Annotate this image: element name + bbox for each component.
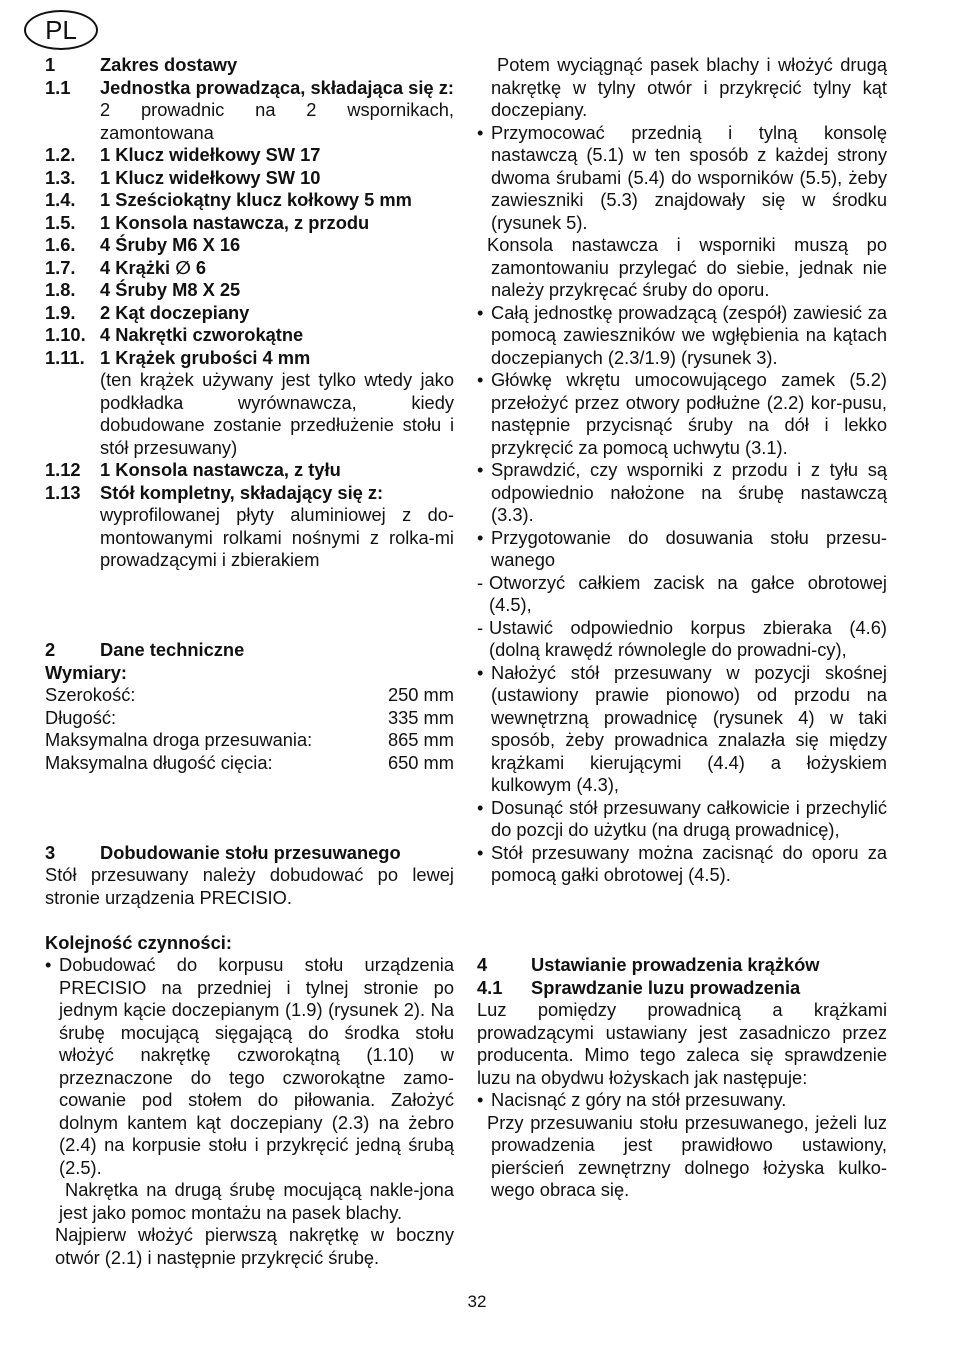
item-number: 1.6. <box>45 234 76 255</box>
section-title: Dobudowanie stołu przesuwanego <box>100 841 401 863</box>
section-4-heading <box>477 954 887 977</box>
section-4-1-heading <box>477 977 887 1000</box>
section-title: Ustawianie prowadzenia krążków <box>531 954 820 975</box>
bullet-item <box>477 302 887 370</box>
bullet-item <box>477 662 887 797</box>
dimension-row <box>45 684 454 707</box>
bullet-dot: • <box>477 1089 484 1110</box>
item-number: 1.9. <box>45 301 76 323</box>
section-number: 4 <box>477 954 488 975</box>
item-text: 1 Klucz widełkowy SW 10 <box>100 166 321 188</box>
item-1-11 <box>45 347 454 370</box>
dash-mark: - <box>477 571 484 593</box>
item-rest: 2 prowadnic na 2 wspornikach, zamontowana <box>100 99 454 143</box>
dimension-value: 250 mm <box>387 684 454 705</box>
bullet-dot: • <box>477 841 484 863</box>
bullet-item <box>477 842 887 887</box>
bullet-item <box>477 797 887 842</box>
bullet-item <box>477 527 887 572</box>
item-text: 1 Konsola nastawcza, z przodu <box>100 211 370 233</box>
bullet-dot: • <box>477 661 484 683</box>
item-text: 1 Krążek grubości 4 mm <box>100 346 311 368</box>
item-text: 1 Klucz widełkowy SW 17 <box>100 144 321 165</box>
bullet-text: Sprawdzić, czy wsporniki z przodu i z tyłu są odpowiednio nałożone na śrubę nastawczą (3.3). <box>491 459 887 525</box>
bullet-dot: • <box>477 301 484 323</box>
section-title: Sprawdzanie luzu prowadzenia <box>531 976 801 998</box>
dimension-label: Maksymalna droga przesuwania: <box>45 729 313 750</box>
bullet-item <box>477 1089 887 1112</box>
item-1-12 <box>45 459 454 482</box>
right-column <box>477 54 887 1202</box>
section-title: Dane techniczne <box>100 639 245 660</box>
item-note: (ten krążek używany jest tylko wtedy jako podkładka wyrównawcza, kiedy dobudowane zostanie przedłużenie stołu i stół przesuwany) <box>100 369 454 458</box>
item-number: 1.1 <box>45 76 71 98</box>
bullet-text: Stół przesuwany można zacisnąć do oporu za pomocą gałki obrotowej (4.5). <box>491 841 887 885</box>
bullet-item <box>477 122 887 235</box>
paragraph: Konsola nastawcza i wsporniki muszą po zamontowaniu przylegać do siebie, jednak nie należy przykręcać śruby do oporu. <box>487 234 887 300</box>
bullet-item <box>477 369 887 459</box>
item-text: 1 Sześciokątny klucz kołkowy 5 mm <box>100 189 412 210</box>
order-title: Kolejność czynności: <box>45 931 232 953</box>
dash-mark: - <box>477 616 484 638</box>
item-number: 1.8. <box>45 279 76 300</box>
section-3-heading <box>45 842 454 865</box>
bullet-dot: • <box>477 121 484 143</box>
item-text <box>100 77 454 145</box>
dimension-value: 865 mm <box>387 729 454 750</box>
section-3-text: Stół przesuwany należy dobudować po lewej stronie urządzenia PRECISIO. <box>45 864 454 908</box>
section-number: 2 <box>45 639 56 660</box>
item-1-9 <box>45 302 454 325</box>
bullet-text: Całą jednostkę prowadzącą (zespół) zawiesić za pomocą zawieszników we wgłębienia na kątach doczepianych (2.3/1.9) (rysunek 3). <box>491 301 887 368</box>
dash-item <box>477 617 887 662</box>
item-1-8 <box>45 279 454 302</box>
dimensions-title: Wymiary: <box>45 661 127 683</box>
item-text: 4 Śruby M8 X 25 <box>100 279 241 300</box>
bullet-text: Dosunąć stół przesuwany całkowicie i przechylić do pozcji do użytku (na drugą prowadnicę), <box>491 796 887 840</box>
item-1-2 <box>45 144 454 167</box>
bullet-dot: • <box>45 954 52 975</box>
section-2-heading <box>45 639 454 662</box>
item-number: 1.2. <box>45 144 76 165</box>
bullet-item <box>477 459 887 527</box>
item-number: 1.7. <box>45 256 76 278</box>
item-number: 1.11. <box>45 346 85 368</box>
bullet-text: Przygotowanie do dosuwania stołu przesu-wanego <box>491 526 887 570</box>
dimension-label: Maksymalna długość cięcia: <box>45 751 273 773</box>
page-number: 32 <box>467 1292 487 1311</box>
paragraph: Przy przesuwaniu stołu przesuwanego, jeżeli luz prowadzenia jest prawidłowo ustawiony, pierścień zewnętrzny dolnego łożyska kulko-wego obraca się. <box>487 1111 887 1200</box>
item-bold: Jednostka prowadząca, składająca się z: <box>100 76 454 98</box>
item-1-7 <box>45 257 454 280</box>
dimension-label: Długość: <box>45 706 117 728</box>
item-1-13-desc <box>45 504 454 572</box>
item-1-3 <box>45 167 454 190</box>
dash-text: Ustawić odpowiednio korpus zbieraka (4.6) (dolną krawędź równolegle do prowadni-cy), <box>489 616 887 660</box>
section-1-heading <box>45 54 454 77</box>
item-text: 1 Konsola nastawcza, z tyłu <box>100 459 341 480</box>
item-number: 1.12 <box>45 459 81 480</box>
dimension-row <box>45 752 454 775</box>
item-note: wyprofilowanej płyty aluminiowej z do-montowanymi rolkami nośnymi z rolka-mi prowadzącymi i zbierakiem <box>100 504 454 570</box>
dimension-row <box>45 729 454 752</box>
paragraph: Potem wyciągnąć pasek blachy i włożyć drugą nakrętkę w tylny otwór i przykręcić tylny kąt doczepiany. <box>491 54 887 120</box>
item-1-4 <box>45 189 454 212</box>
bullet-dot: • <box>477 796 484 818</box>
item-text: 4 Śruby M6 X 16 <box>100 234 241 255</box>
section-title: Zakres dostawy <box>100 54 238 75</box>
bullet-text: Przymocować przednią i tylną konsolę nastawczą (5.1) w ten sposób z każdej strony dwoma śrubami (5.4) do wsporników (5.5), żeby zawieszniki (5.3) znajdowały się w środku (rysunek 5). <box>491 121 887 233</box>
dimension-row <box>45 707 454 730</box>
item-text: Stół kompletny, składający się z: <box>100 481 384 503</box>
item-text: 4 Nakrętki czworokątne <box>100 324 304 345</box>
paragraph: Nakrętka na drugą śrubę mocującą nakle-jona jest jako pomoc montażu na pasek blachy. <box>59 1179 454 1223</box>
bullet-dot: • <box>477 526 484 548</box>
dash-item <box>477 572 887 617</box>
language-badge: PL <box>24 10 98 50</box>
bullet-dot: • <box>477 459 484 480</box>
dash-text: Otworzyć całkiem zacisk na gałce obrotowej (4.5), <box>489 571 887 615</box>
paragraph: Najpierw włożyć pierwszą nakrętkę w boczny otwór (2.1) i następnie przykręcić śrubę. <box>55 1224 454 1268</box>
item-1-5 <box>45 212 454 235</box>
bullet-text: Nałożyć stół przesuwany w pozycji skośnej (ustawiony prawie pionowo) od przodu na wewnętrzną prowadnicę (rysunek 4) w taki sposób, żeby prowadnica znalazła się między krążkami kierującymi (4.4) a łożyskiem kulkowym (4.3), <box>491 661 887 795</box>
item-number: 1.4. <box>45 189 76 210</box>
section-4-1-text: Luz pomiędzy prowadnicą a krążkami prowadzącymi ustawiany jest zasadniczo przez producenta. Mimo tego zaleca się sprawdzenie luzu na obydwu łożyskach jak następuje: <box>477 999 887 1088</box>
dimension-value: 650 mm <box>387 751 454 773</box>
item-1-6 <box>45 234 454 257</box>
bullet-text: Nacisnąć z góry na stół przesuwany. <box>491 1089 787 1110</box>
section-number: 3 <box>45 841 56 863</box>
item-text: 4 Krążki ∅ 6 <box>100 256 207 278</box>
item-number: 1.13 <box>45 481 81 503</box>
dimension-value: 335 mm <box>387 706 454 728</box>
bullet-dot: • <box>477 369 484 390</box>
bullet-text: Dobudować do korpusu stołu urządzenia PRECISIO na przedniej i tylnej stronie po jednym kącie doczepianym (1.9) (rysunek 2). Na śrubę mocującą sięgającą do środka stołu włożyć nakrętkę czworokątną (1.10) w przeznaczone do tego czworokątne zamo-cowanie pod stołem do piłowania. Założyć dolnym kantem kąt doczepiany (2.3) na żebro (2.4) na korpusie stołu i przykręcić jedną śrubą (2.5). <box>59 954 454 1178</box>
left-column <box>45 54 454 1269</box>
item-text: 2 Kąt doczepiany <box>100 301 250 323</box>
bullet-item <box>45 954 454 1179</box>
bullet-text: Główkę wkrętu umocowującego zamek (5.2) przełożyć przez otwory podłużne (2.2) kor-pusu, następnie przycisnąć śruby na dół i lekko przykręcić za pomocą uchwytu (3.1). <box>491 369 887 458</box>
section-number: 1 <box>45 54 56 75</box>
item-number: 1.3. <box>45 166 76 188</box>
item-1-13 <box>45 482 454 505</box>
dimension-label: Szerokość: <box>45 684 136 705</box>
section-number: 4.1 <box>477 976 503 998</box>
item-1-11-note <box>45 369 454 459</box>
item-number: 1.10. <box>45 324 86 345</box>
item-number: 1.5. <box>45 211 76 233</box>
item-1-1 <box>45 77 454 145</box>
item-1-10 <box>45 324 454 347</box>
